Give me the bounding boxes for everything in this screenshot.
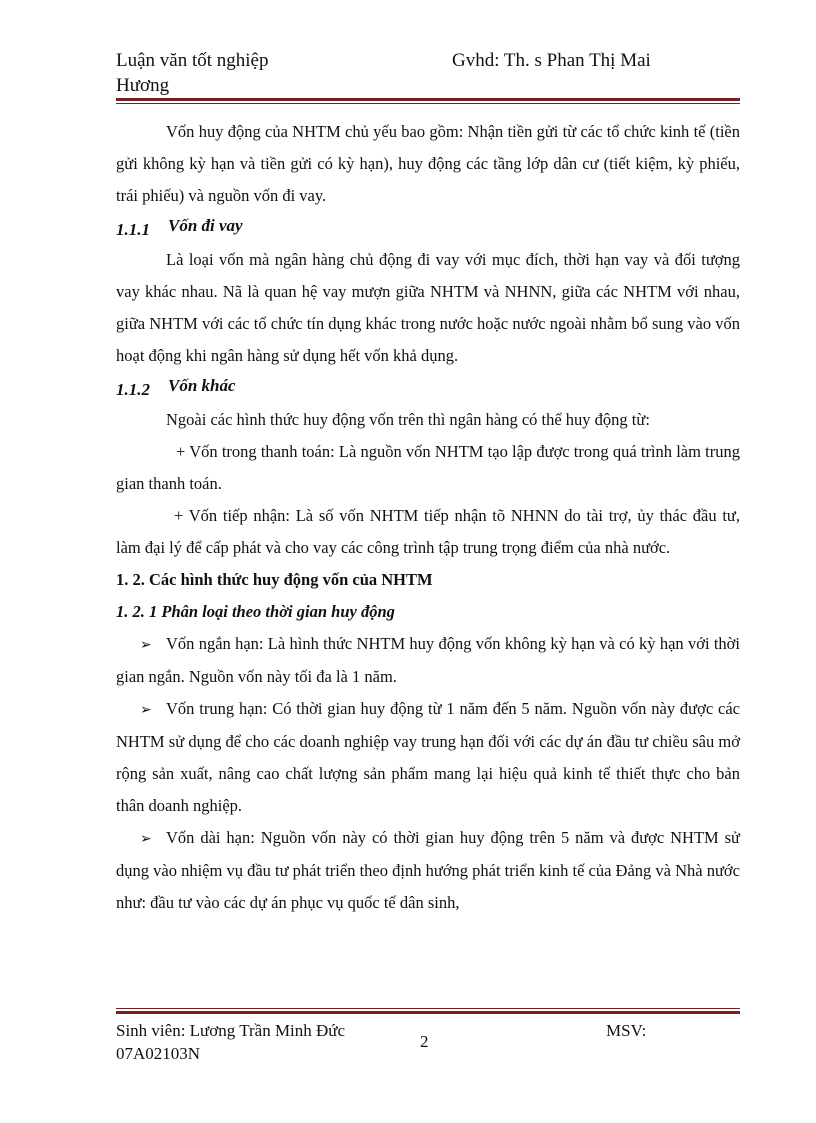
footer-student-id: 07A02103N: [116, 1044, 201, 1063]
list-item: [116, 628, 740, 693]
header-left: [116, 48, 269, 98]
arrow-bullet-icon: ➢: [140, 702, 152, 718]
page-number: 2: [420, 1032, 429, 1051]
list-item: [116, 822, 740, 919]
header-supervisor: Gvhd: Th. s Phan Thị Mai: [452, 50, 651, 71]
paragraph: Vốn huy động của NHTM chủ yếu bao gồm: Nhận tiền gửi từ các tổ chức kinh tế (tiền gửi không kỳ hạn và tiền gửi có kỳ hạn), huy động các tầng lớp dân cư (tiết kiệm, kỳ phiếu, trái phiếu) và nguồn vốn đi vay.: [116, 122, 740, 205]
heading-1-2: 1. 2. Các hình thức huy động vốn của NHTM: [116, 570, 433, 589]
list-item: [116, 693, 740, 822]
footer-student-name: Sinh viên: Lương Trần Minh Đức: [116, 1021, 346, 1040]
heading-1-2-1: 1. 2. 1 Phân loại theo thời gian huy động: [116, 602, 395, 621]
section-title: Vốn đi vay: [168, 216, 243, 235]
section-number: 1.1.2: [116, 380, 150, 399]
footer-msv-label: MSV:: [606, 1021, 647, 1040]
paragraph: + Vốn tiếp nhận: Là số vốn NHTM tiếp nhận tõ NHNN do tài trợ, ủy thác đầu tư, làm đại lý để cấp phát và cho vay các công trình tập trung trọng điểm của nhà nước.: [116, 506, 740, 557]
section-title: Vốn khác: [168, 376, 236, 395]
arrow-bullet-icon: ➢: [140, 637, 152, 653]
header-thesis-label: Luận văn tốt nghiệp: [116, 50, 269, 71]
paragraph: + Vốn trong thanh toán: Là nguồn vốn NHTM tạo lập được trong quá trình làm trung gian thanh toán.: [116, 442, 740, 493]
document-body: [116, 116, 740, 919]
footer-rule: [116, 1008, 740, 1014]
footer-left: [116, 1019, 345, 1065]
paragraph: Là loại vốn mà ngân hàng chủ động đi vay với mục đích, thời hạn vay và đối tượng vay khác nhau. Nã là quan hệ vay mượn giữa NHTM và NHNN, giữa các NHTM với nhau, giữa NHTM với các tổ chức tín dụng khác trong nước hoặc nước ngoài nhằm bổ sung vào vốn hoạt động khi ngân hàng sử dụng hết vốn khả dụng.: [116, 250, 740, 365]
header-rule: [116, 98, 740, 104]
list-item-text: Vốn ngắn hạn: Là hình thức NHTM huy động vốn không kỳ hạn và có kỳ hạn với thời gian ngắn. Nguồn vốn này tối đa là 1 năm.: [116, 634, 740, 686]
list-item-text: Vốn dài hạn: Nguồn vốn này có thời gian huy động trên 5 năm và được NHTM sử dụng vào nhiệm vụ đầu tư phát triển theo định hướng phát triển kinh tế của Đảng và Nhà nước như: đầu tư vào các dự án phục vụ quốc tế dân sinh,: [116, 828, 740, 912]
section-number: 1.1.1: [116, 220, 150, 239]
section-heading-1-1-1: [116, 212, 740, 244]
section-heading-1-1-2: [116, 372, 740, 404]
list-item-text: Vốn trung hạn: Có thời gian huy động từ 1 năm đến 5 năm. Nguồn vốn này được các NHTM sử dụng để cho các doanh nghiệp vay trung hạn đối với các dự án đầu tư chiều sâu mở rộng sản xuất, nâng cao chất lượng sản phẩm mang lại hiệu quả kinh tế thiết thực cho bản thân doanh nghiệp.: [116, 699, 740, 815]
header-name-continuation: Hương: [116, 75, 170, 96]
paragraph: Ngoài các hình thức huy động vốn trên thì ngân hàng có thể huy động từ:: [166, 410, 650, 429]
arrow-bullet-icon: ➢: [140, 831, 152, 847]
